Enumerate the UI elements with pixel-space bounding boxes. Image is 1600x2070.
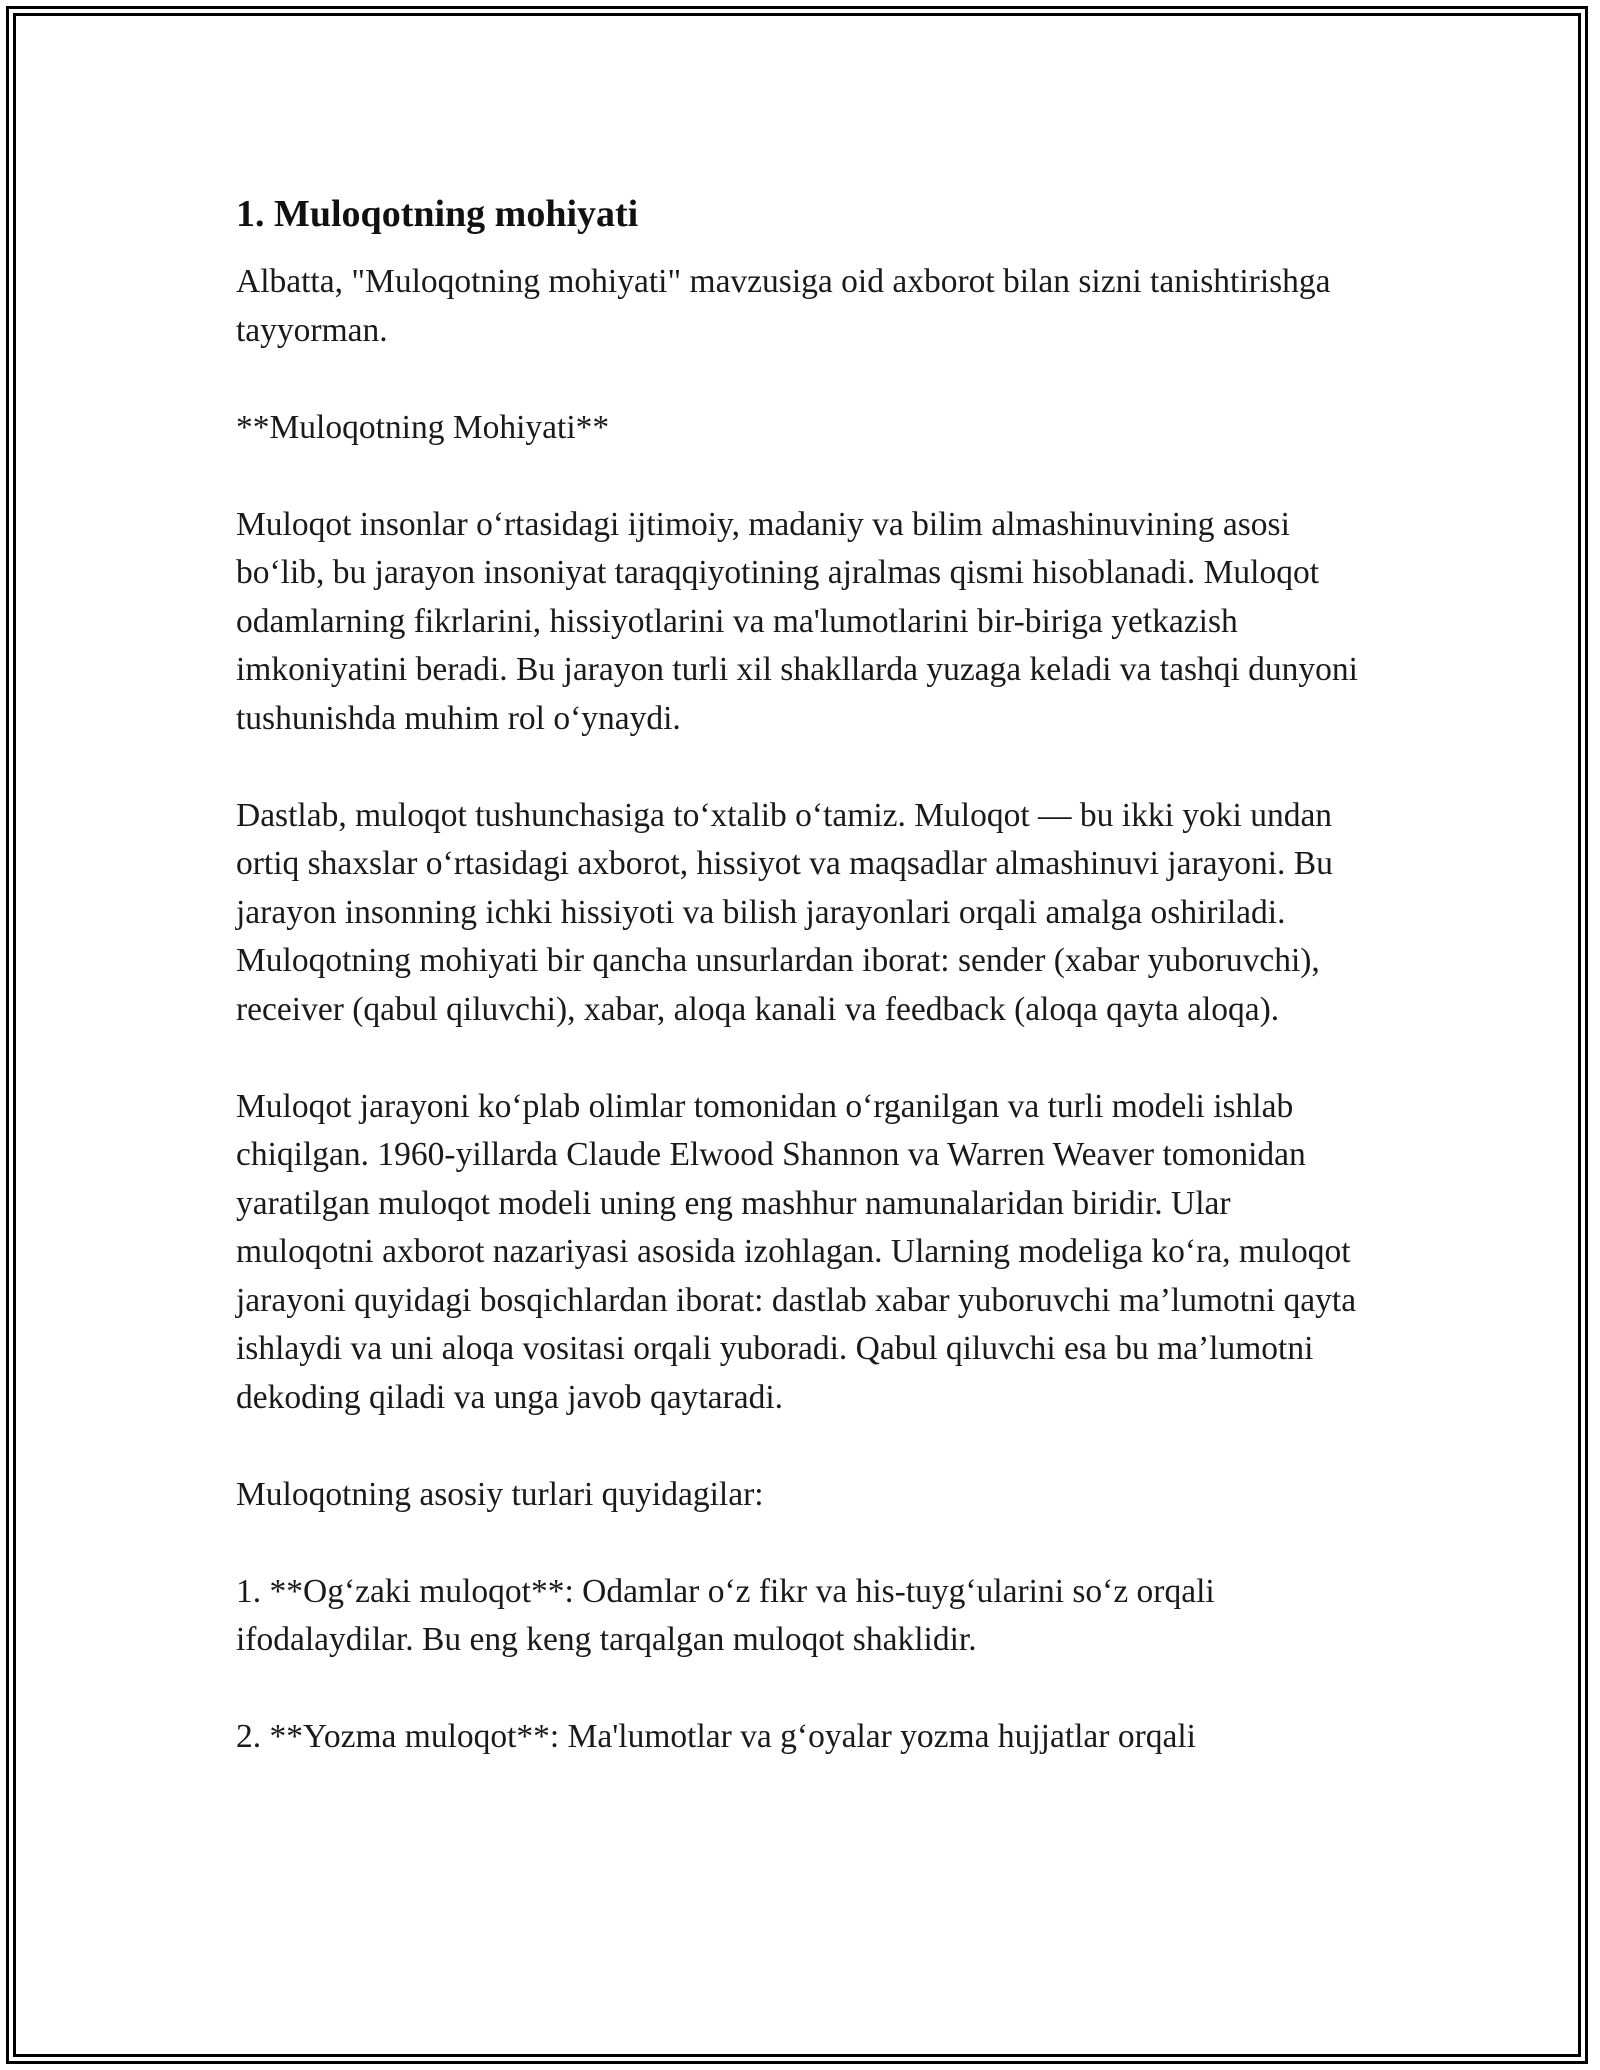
list-item-oral: 1. **Ogʻzaki muloqot**: Odamlar oʻz fikr va his-tuygʻularini soʻz orqali ifodalaydilar. Bu eng keng tarqalgan muloqot shaklidir. [236, 1572, 1215, 1658]
document-title: 1. Muloqotning mohiyati [236, 193, 639, 235]
paragraph-subheading: **Muloqotning Mohiyati** [236, 408, 610, 446]
paragraph-types-intro: Muloqotning asosiy turlari quyidagilar: [236, 1475, 764, 1513]
paragraph-model: Muloqot jarayoni koʻplab olimlar tomonidan oʻrganilgan va turli modeli ishlab chiqilgan. 1960-yillarda Claude Elwood Shannon va Warren Weaver tomonidan yaratilgan muloqot modeli uning eng mashhur namunalaridan biridir. Ular muloqotni axborot nazariyasi asosida izohlagan. Ularning modeliga koʻra, muloqot jarayoni quyidagi bosqichlardan iborat: dastlab xabar yuboruvchi ma’lumotni qayta ishlaydi va uni aloqa vositasi orqali yuboradi. Qabul qiluvchi esa bu ma’lumotni dekoding qiladi va unga javob qaytaradi. [236, 1087, 1357, 1416]
list-item-written: 2. **Yozma muloqot**: Ma'lumotlar va gʻoyalar yozma hujjatlar orqali [236, 1718, 1196, 1755]
paragraph-intro: Albatta, "Muloqotning mohiyati" mavzusiga oid axborot bilan sizni tanishtirishga tayyorman. [236, 263, 1331, 349]
paragraph-definition: Muloqot insonlar oʻrtasidagi ijtimoiy, madaniy va bilim almashinuvining asosi boʻlib, bu jarayon insoniyat taraqqiyotining ajralmas qismi hisoblanadi. Muloqot odamlarning fikrlarini, hissiyotlarini va ma'lumotlarini bir-biriga yetkazish imkoniyatini beradi. Bu jarayon turli xil shakllarda yuzaga keladi va tashqi dunyoni tushunishda muhim rol oʻynaydi. [236, 505, 1358, 737]
paragraph-concept: Dastlab, muloqot tushunchasiga toʻxtalib oʻtamiz. Muloqot — bu ikki yoki undan ortiq shaxslar oʻrtasidagi axborot, hissiyot va maqsadlar almashinuvi jarayoni. Bu jarayon insonning ichki hissiyoti va bilish jarayonlari orqali amalga oshiriladi. Muloqotning mohiyati bir qancha unsurlardan iborat: sender (xabar yuboruvchi), receiver (qabul qiluvchi), xabar, aloqa kanali va feedback (aloqa qayta aloqa). [236, 796, 1333, 1028]
document-body [236, 186, 1366, 1810]
